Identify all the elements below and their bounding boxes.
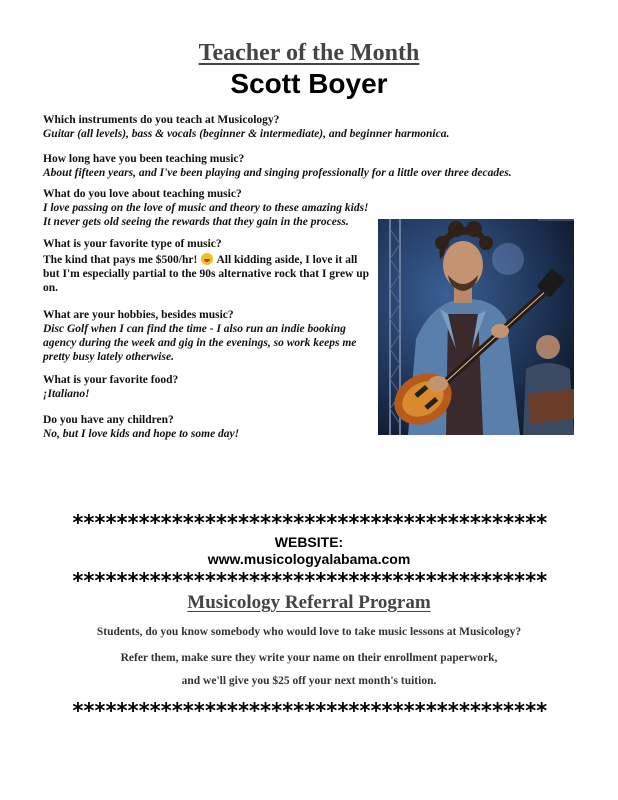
referral-line: Students, do you know somebody who would love to take music lessons at Musicology?	[96, 626, 522, 638]
answer: ¡Italiano!	[43, 388, 90, 400]
question: Which instruments do you teach at Musicology?	[43, 114, 280, 126]
question: What do you love about teaching music?	[43, 188, 242, 200]
answer-part: All kidding aside, I love it all	[216, 254, 358, 266]
answer: Guitar (all levels), bass & vocals (beginner & intermediate), and beginner harmonica.	[43, 128, 450, 140]
qa-item-instruments	[43, 113, 449, 141]
answer-line: Disc Golf when I can find the time - I also run an indie booking	[43, 323, 346, 335]
referral-line: Refer them, make sure they write your name on their enrollment paperwork,	[120, 652, 498, 664]
qa-item-years	[43, 152, 512, 180]
divider-stars: *******************************************	[71, 511, 547, 535]
qa-item-children	[43, 413, 239, 441]
referral-title: Musicology Referral Program	[187, 592, 431, 613]
qa-item-favorite-food	[43, 373, 178, 401]
divider-stars: *******************************************	[71, 569, 547, 593]
question: Do you have any children?	[43, 414, 174, 426]
qa-item-hobbies	[43, 308, 356, 364]
question: How long have you been teaching music?	[43, 153, 245, 165]
divider-stars: *******************************************	[71, 699, 547, 723]
website-label: WEBSITE:	[274, 534, 344, 550]
qa-item-favorite-music	[43, 237, 373, 295]
teacher-photo	[378, 219, 574, 435]
qa-item-love-teaching	[43, 187, 369, 229]
answer-line: pretty busy lately otherwise.	[43, 351, 174, 363]
page-title: Teacher of the Month	[198, 40, 420, 66]
answer-line: I love passing on the love of music and theory to these amazing kids!	[43, 202, 369, 214]
answer-line: on.	[43, 282, 59, 294]
winking-tongue-face-icon	[201, 253, 213, 265]
question: What are your hobbies, besides music?	[43, 309, 234, 321]
answer-line	[43, 253, 373, 267]
answer: No, but I love kids and hope to some day!	[43, 428, 240, 440]
answer-part: The kind that pays me $500/hr!	[43, 254, 198, 266]
answer-line: agency during the week and gig in the evenings, so work keeps me	[43, 337, 357, 349]
question: What is your favorite food?	[43, 374, 179, 386]
teacher-name: Scott Boyer	[230, 68, 388, 99]
answer: About fifteen years, and I've been playing and singing professionally for a little over three decades.	[43, 167, 512, 179]
website-url[interactable]: www.musicologyalabama.com	[207, 551, 411, 567]
referral-line: and we'll give you $25 off your next month's tuition.	[181, 675, 437, 687]
answer-line: but I'm especially partial to the 90s alternative rock that I grew up	[43, 268, 370, 280]
question: What is your favorite type of music?	[43, 238, 222, 250]
teacher-photo-illustration	[378, 219, 574, 435]
answer-line: It never gets old seeing the rewards that they gain in the process.	[43, 216, 349, 228]
